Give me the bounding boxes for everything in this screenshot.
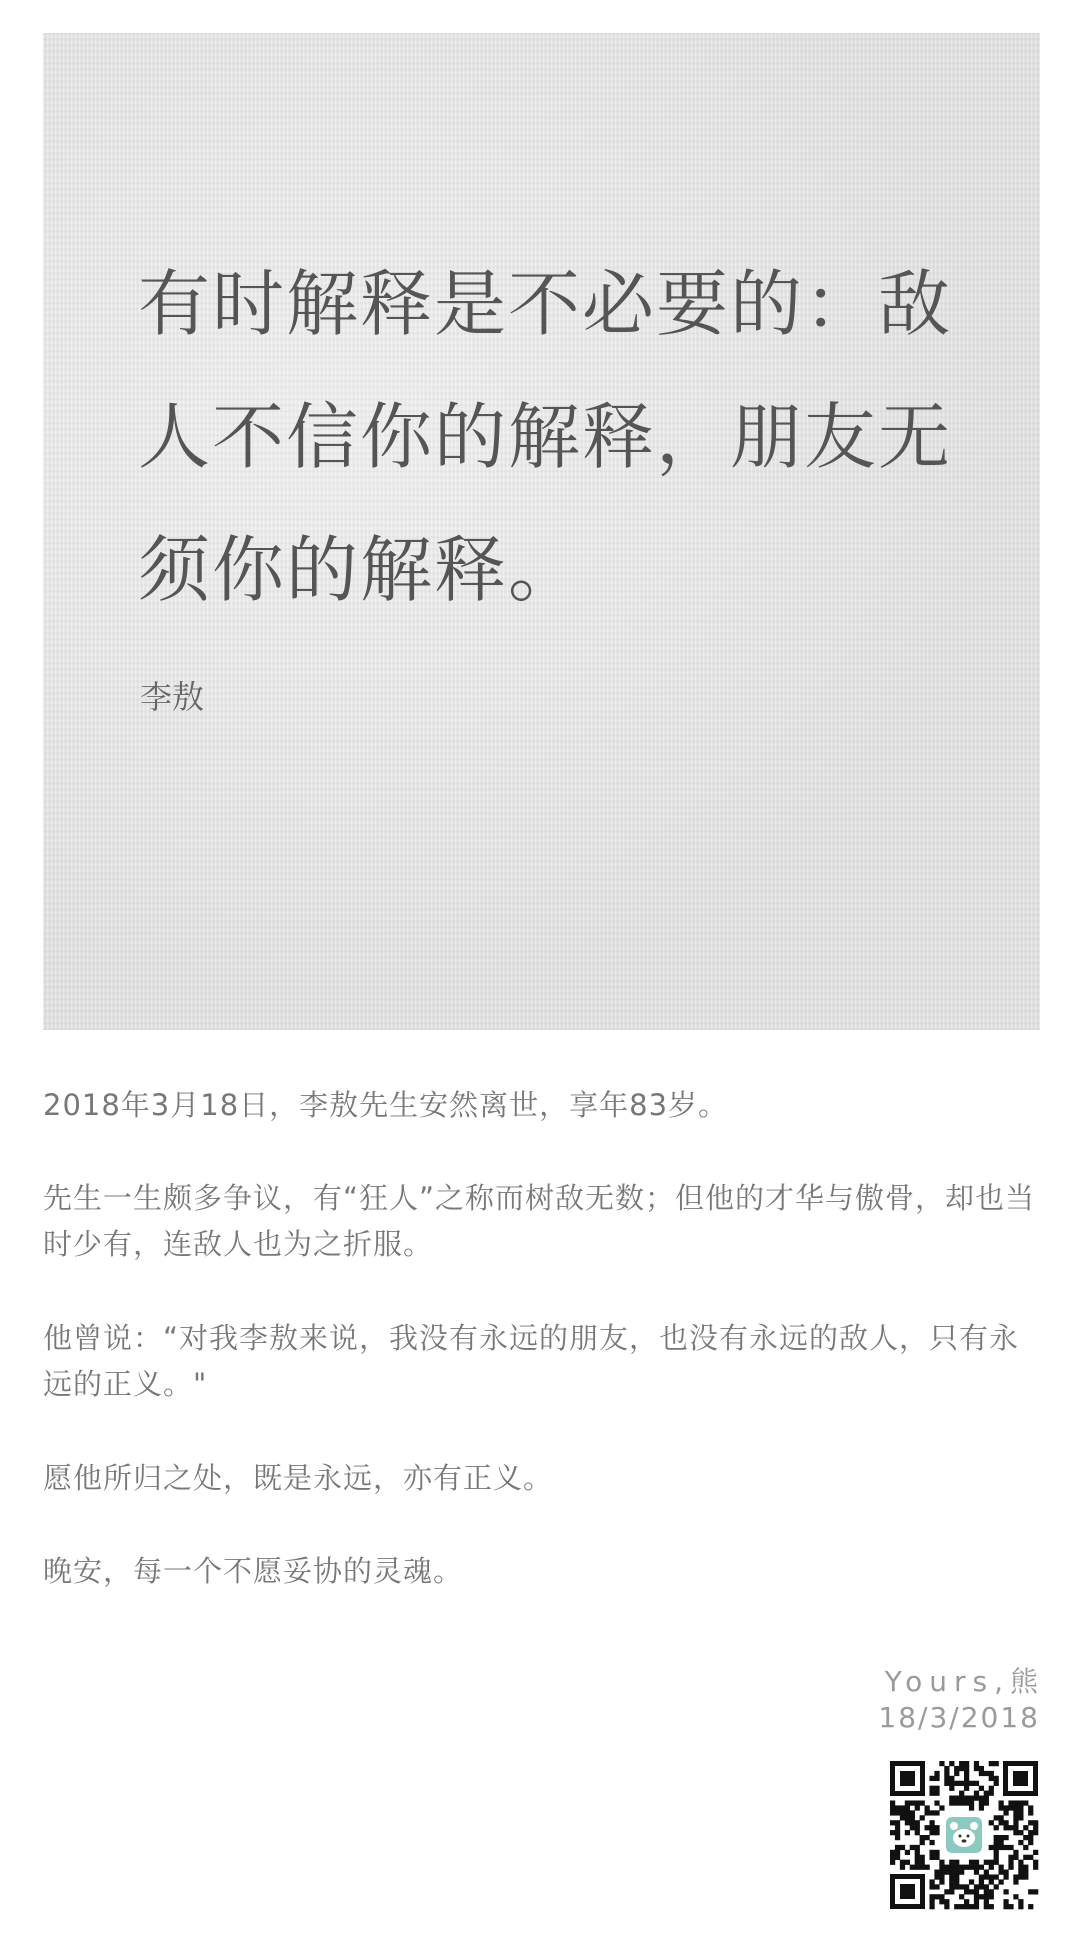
quote-author: 李敖: [140, 678, 205, 716]
quote-text: 有时解释是不必要的：敌人不信你的解释，朋友无须你的解释。: [138, 262, 953, 612]
article-paragraph: 先生一生颇多争议，有“狂人”之称而树敌无数；但他的才华与傲骨，却也当时少有，连敌人也为之折服。: [43, 1181, 1036, 1261]
article-paragraph: 他曾说：“对我李敖来说，我没有永远的朋友，也没有永远的敌人，只有永远的正义。": [43, 1321, 1020, 1401]
article-paragraph: 2018年3月18日，李敖先生安然离世，享年83岁。: [43, 1088, 729, 1122]
signature-name: Yours,熊: [884, 1665, 1045, 1698]
signature-date: 18/3/2018: [878, 1701, 1040, 1734]
quote-card: [43, 33, 1040, 1030]
article-paragraph: 愿他所归之处，既是永远，亦有正义。: [43, 1461, 554, 1495]
bear-face-icon: [943, 1814, 985, 1856]
article-paragraph: 晚安，每一个不愿妥协的灵魂。: [43, 1554, 464, 1588]
qr-code-icon[interactable]: [888, 1759, 1040, 1911]
signature: [878, 1664, 1045, 1736]
